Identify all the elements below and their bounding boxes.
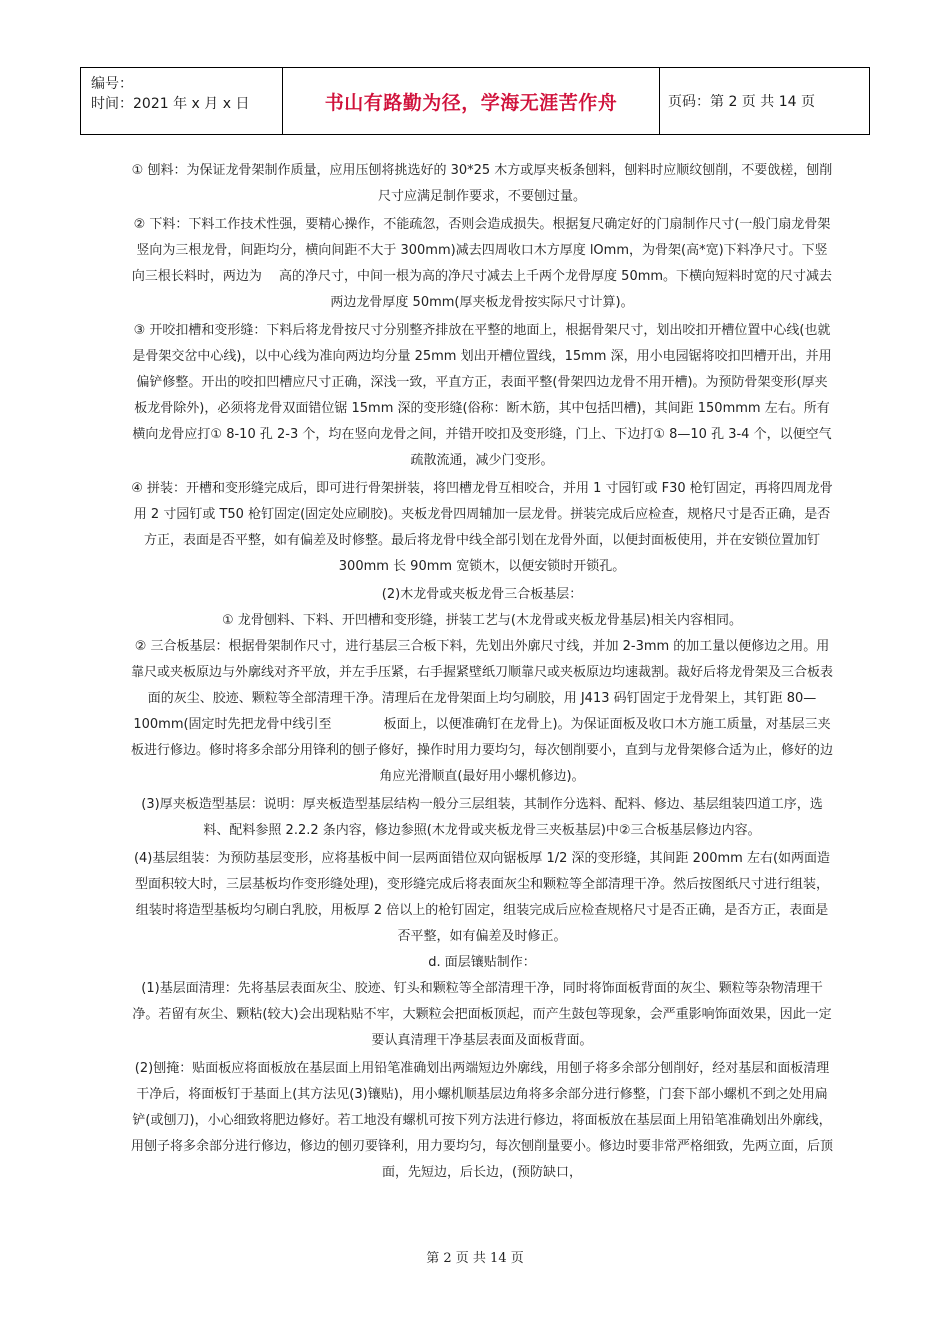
paragraph-keel-process: ① 龙骨刨料、下料、开凹槽和变形缝，拼装工艺与(木龙骨或夹板龙骨基层)相关内容相同。 [222,613,742,628]
section-heading-plywood-base: (2)木龙骨或夹板龙骨三合板基层： [381,587,583,602]
paragraph-planing: ① 刨料：为保证龙骨架制作质量，应用压刨将挑选好的 30*25 木方或厚夹板条刨料，刨料时应顺纹刨削，不要戗槎，刨削尺寸应满足制作要求，不要刨过量。 [131,163,833,204]
paragraph-assembly: ④ 拼装：开槽和变形缝完成后，即可进行骨架拼装，将凹槽龙骨互相咬合，并用 1 寸园钉或 F30 枪钉固定，再将四周龙骨用 2 寸园钉或 T50 枪钉固定(固定处应刷胶)。夹板龙骨四周辅加一层龙骨。拼装完成后应检查，规格尺寸是否正确，是否方正，表面是否平整，如有偏差及时修整。最后将龙骨中线全部引划在龙骨外面，以便封面板使用，并在安锁位置加钉 300mm 长 90mm 宽锁木，以便安锁时开锁孔。 [131,481,833,574]
paragraph-base-assembly: (4)基层组装：为预防基层变形，应将基板中间一层两面错位双向锯板厚 1/2 深的变形缝，其间距 200mm 左右(如两面造型面积较大时，三层基板均作变形缝处理)，变形缝完成后将表面灰尘和颗粒等全部清理干净。然后按图纸尺寸进行组装，组装时将造型基板均匀刷白乳胶，用板厚 2 倍以上的枪钉固定，组装完成后应检查规格尺寸是否正确，是否方正，表面是否平整，如有偏差及时修正。 [133,851,831,944]
paragraph-grooves: ③ 开咬扣槽和变形缝：下料后将龙骨按尺寸分别整齐排放在平整的地面上，根据骨架尺寸，划出咬扣开槽位置中心线(也就是骨架交岔中心线)，以中心线为准向两边均分量 25mm 划出开槽位置线，15mm 深，用小电园锯将咬扣凹槽开出，并用偏铲修整。开出的咬扣凹槽应尺寸正确，深浅一致，平直方正，表面平整(骨架四边龙骨不用开槽)。为预防骨架变形(厚夹板龙骨除外)，必须将龙骨双面错位锯 15mm 深的变形缝(俗称：断木筋，其中包括凹槽)，其间距 150mmm 左右。所有横向龙骨应打① 8-10 孔 2-3 个，均在竖向龙骨之间，并错开咬扣及变形缝，门上、下边打① 8—10 孔 3-4 个，以便空气疏散流通，减少门变形。 [132,323,832,468]
page-footer: 第 2 页 共 14 页 [426,1251,524,1266]
paragraph-trimming: (2)刨掩：贴面板应将面板放在基层面上用铅笔准确划出两端短边外廓线，用刨子将多余部分刨削好，经对基层和面板清理干净后，将面板钉于基面上(其方法见(3)镶贴)，用小螺机顺基层边角将多余部分进行修整，门套下部小螺机不到之处用扁铲(或刨刀)，小心细致将肥边修好。若工地没有螺机可按下列方法进行修边，将面板放在基层面上用铅笔准确划出外廓线，用刨子将多余部分进行修边，修边的刨刃要锋利，用力要均匀，每次刨削量要小。修边时要非常严格细致，先两立面，后顶面，先短边，后长边，(预防缺口， [130,1061,833,1180]
document-body [130,158,834,1186]
document-number-label: 编号： [91,76,133,92]
page-header [80,67,870,135]
paragraph-cutting: ② 下料：下料工作技术性强，要精心操作，不能疏忽，否则会造成损失。根据复尺确定好的门扇制作尺寸(一般门扇龙骨架竖向为三根龙骨，间距均分，横向间距不大于 300mm)减去四周收口木方厚度 lOmm，为骨架(高*宽)下料净尺寸。下竖向三根长料时，两边为 高的净尺寸，中间一根为高的净尺寸减去上千两个龙骨厚度 50mm。下横向短料时宽的尺寸减去两边龙骨厚度 50mm(厚夹板龙骨按实际尺寸计算)。 [131,217,833,310]
document-time: 时间：2021 年 x 月 x 日 [91,96,250,112]
section-heading-veneer: d. 面层镶贴制作： [428,955,536,970]
paragraph-plywood-base: ② 三合板基层：根据骨架制作尺寸，进行基层三合板下料，先划出外廓尺寸线，并加 2-3mm 的加工量以便修边之用。用靠尺或夹板原边与外廓线对齐平放，并左手压紧，右手握紧壁纸刀顺靠尺或夹板原边均速裁割。裁好后将龙骨架及三合板表面的灰尘、胶迹、颗粒等全部清理干净。清理后在龙骨架面上均匀刷胶，用 J413 码钉固定于龙骨架上，其钉距 80—100mm(固定时先把龙骨中线引至 板面上，以便准确钉在龙骨上)。为保证面板及收口木方施工质量，对基层三夹板进行修边。修时将多余部分用锋利的刨子修好，操作时用力要均匀，每次刨削要小，直到与龙骨架修合适为止，修好的边角应光滑顺直(最好用小螺机修边)。 [130,639,833,784]
paragraph-thick-plywood: (3)厚夹板造型基层：说明：厚夹板造型基层结构一般分三层组装，其制作分选料、配料、修边、基层组装四道工序，选料、配料参照 2.2.2 条内容，修边参照(木龙骨或夹板龙骨三夹板基层)中②三合板基层修边内容。 [141,797,823,838]
paragraph-base-cleaning: (1)基层面清理：先将基层表面灰尘、胶迹、钉头和颗粒等全部清理干净，同时将饰面板背面的灰尘、颗粒等杂物清理干净。若留有灰尘、颗粘(较大)会出现粘贴不牢，大颗粒会把面板顶起，而产生鼓包等现象，会严重影响饰面效果，因此一定要认真清理干净基层表面及面板背面。 [132,981,832,1048]
header-page-info: 页码：第 2 页 共 14 页 [668,94,815,110]
header-motto: 书山有路勤为径，学海无涯苦作舟 [283,68,660,134]
header-meta [81,68,283,134]
